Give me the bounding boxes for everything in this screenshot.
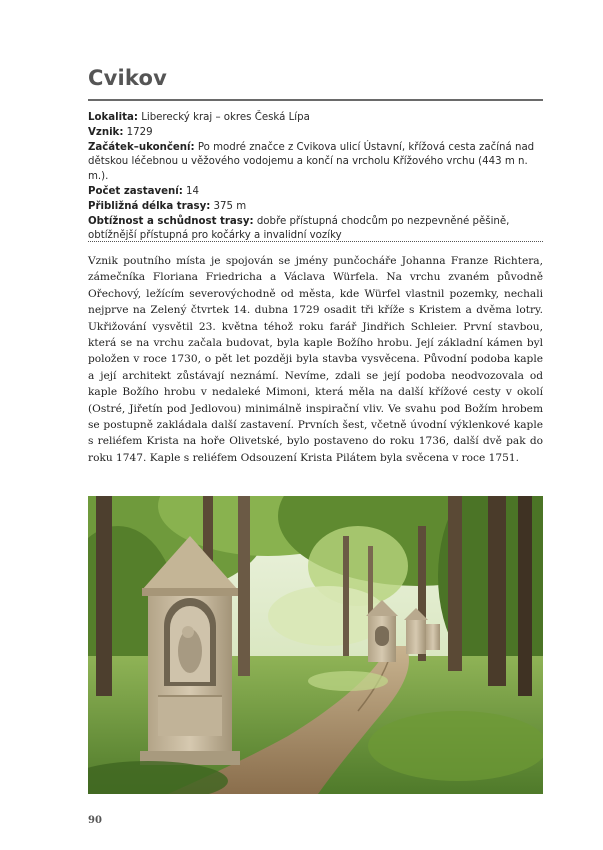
info-label: Začátek–ukončení: — [88, 141, 195, 153]
info-value: 375 m — [210, 200, 247, 212]
info-label: Počet zastavení: — [88, 185, 183, 197]
title-divider — [88, 99, 543, 101]
chapel-distant — [426, 624, 440, 650]
page-number: 90 — [88, 815, 102, 826]
info-label: Vznik: — [88, 126, 124, 138]
photo-stations-of-the-cross — [88, 496, 543, 794]
info-label: Obtížnost a schůdnost trasy: — [88, 215, 254, 227]
info-zacatek — [88, 141, 548, 185]
page-title: Cvikov — [88, 66, 168, 90]
info-value: 14 — [182, 185, 200, 197]
info-value: 1729 — [123, 126, 153, 138]
info-obtiznost — [88, 215, 548, 245]
info-value: dobře přístupná chodcům po nezpevněné pěšině, obtížnější přístupná pro kočárky a invalidní vozíky — [88, 215, 510, 242]
body-paragraph: Vznik poutního místa je spojován se jmény punčocháře Johanna Franze Richtera, zámečníka Floriana Friedricha a Václava Würfela. Na vrchu zvaném původně Ořechový, ležícím severovýchodně od města, kde Würfel vlastnil pozemky, nechali nejprve na Zelený čtvrtek 14. dubna 1729 osadit tři kříže s Kristem a dvěma lotry. Ukřižování vysvětil 23. května téhož roku farář Jindřich Schleier. První stavbou, která se na vrchu začala budovat, byla kaple Božího hrobu. Její základní kámen byl položen v roce 1730, o pět let později byla stavba vysvěcena. Původní podoba kaple a její architekt zůstávají neznámí. Nevíme, zdali se její podoba neodvozovala od kaple Božího hrobu v nedaleké Mimoni, která měla na další křížové cesty v okolí (Ostré, Jiřetín pod Jedlovou) minimálně inspirační vliv. Ve svahu pod Božím hrobem se postupně zakládala další zastavení. Prvních šest, včetně úvodní výklenkové kaple s reliéfem Krista na hoře Olivetské, bylo postaveno do roku 1736, další dvě pak do roku 1747. Kaple s reliéfem Odsouzení Krista Pilátem byla svěcena v roce 1751. — [88, 255, 543, 464]
info-lokalita — [88, 111, 548, 126]
info-label: Přibližná délka trasy: — [88, 200, 211, 212]
info-label: Lokalita: — [88, 112, 138, 123]
info-value: Po modré značce z Cvikova ulicí Ústavní, křížová cesta začíná nad dětskou léčebnou u věžového vodojemu a končí na vrcholu Křížového vrchu (443 m n. m.). — [88, 141, 535, 183]
section-divider — [88, 241, 543, 242]
info-value: Liberecký kraj – okres Česká Lípa — [137, 112, 310, 123]
info-pocet — [88, 185, 548, 200]
info-box — [88, 111, 548, 244]
info-delka — [88, 200, 548, 215]
info-vznik — [88, 126, 548, 141]
